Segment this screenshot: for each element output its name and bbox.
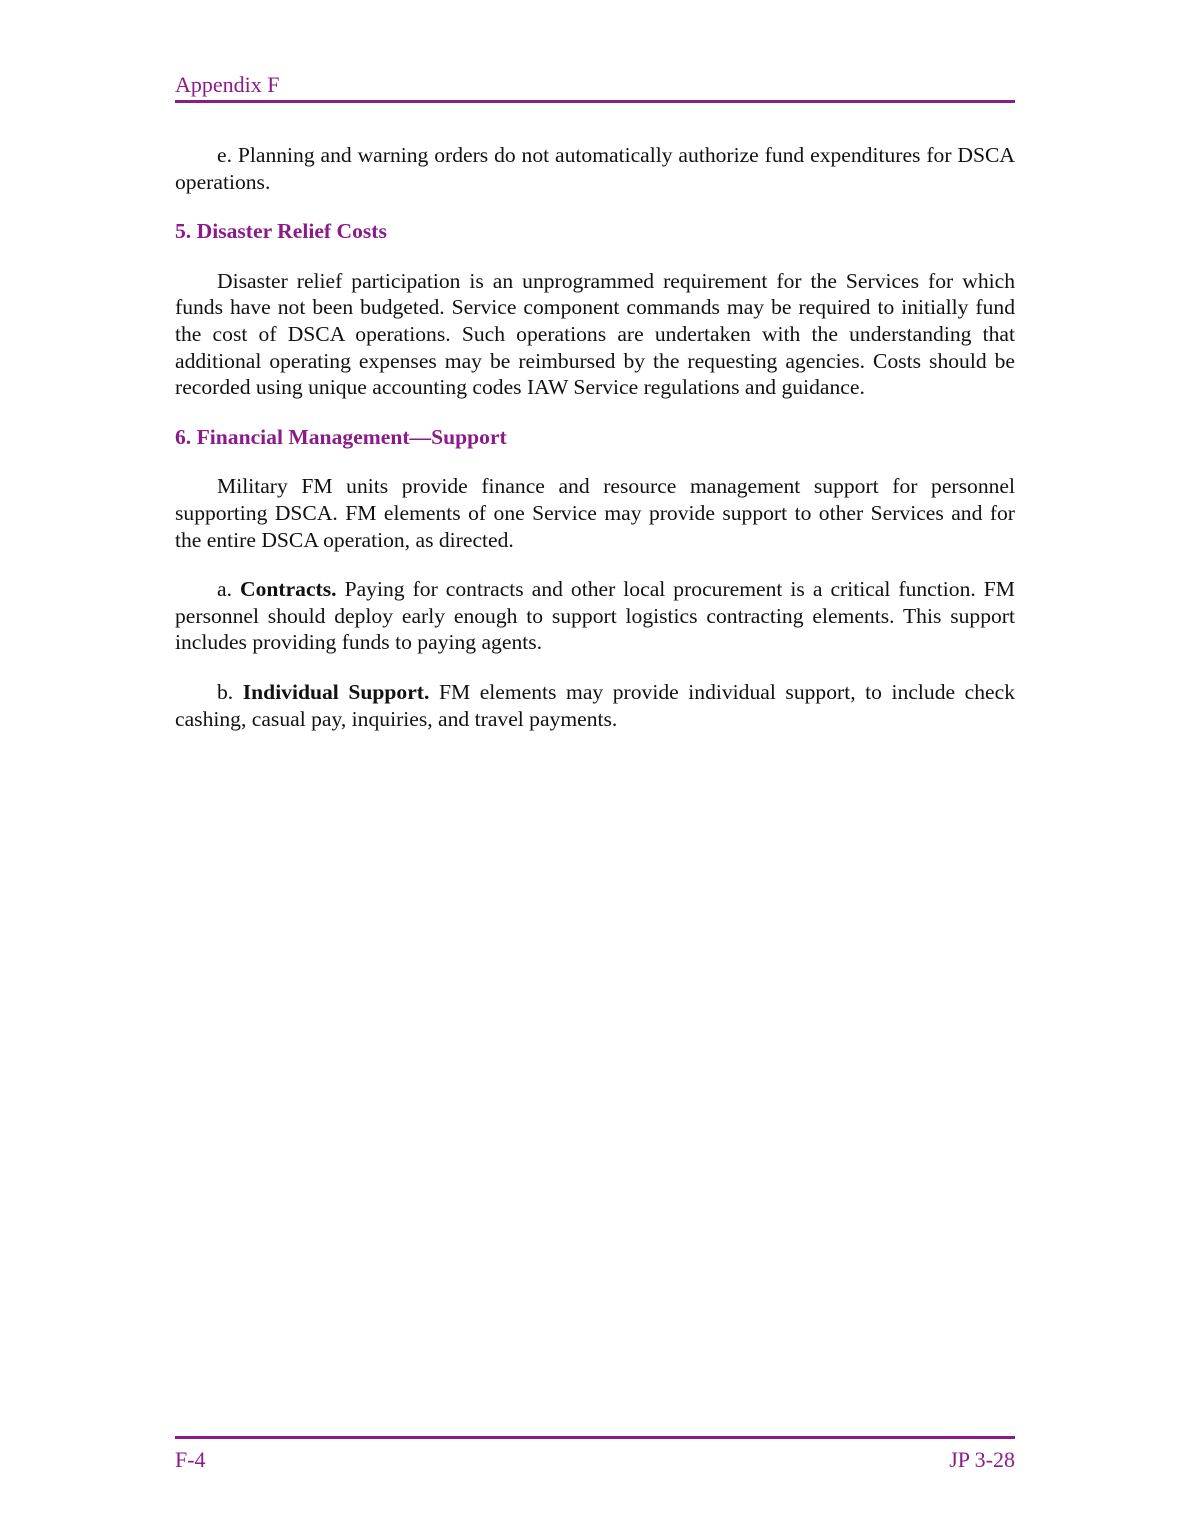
page-header bbox=[175, 70, 1015, 103]
section-6-paragraph: Military FM units provide finance and resource management support for personnel supporting DSCA. FM elements of one Service may provide support to other Services and for the entire DSCA operation, as directed. bbox=[175, 474, 1015, 552]
paragraph-b-title: Individual Support. bbox=[242, 679, 430, 704]
paragraph-a-contracts bbox=[175, 576, 1015, 656]
section-6-heading: 6. Financial Management—Support bbox=[175, 424, 507, 449]
header-title: Appendix F bbox=[175, 72, 280, 97]
page-footer bbox=[175, 1436, 1015, 1475]
document-body bbox=[175, 142, 1015, 732]
page-number: F-4 bbox=[175, 1447, 206, 1472]
paragraph-b-individual-support bbox=[175, 679, 1015, 732]
paragraph-b-prefix: b. bbox=[217, 679, 243, 704]
section-5-heading: 5. Disaster Relief Costs bbox=[175, 219, 387, 244]
paragraph-b-text: FM elements may provide individual support, to include check cashing, casual pay, inquiries, and travel payments. bbox=[175, 679, 1015, 731]
publication-id: JP 3-28 bbox=[949, 1447, 1015, 1472]
paragraph-a-text: Paying for contracts and other local procurement is a critical function. FM personnel should deploy early enough to support logistics contracting elements. This support includes providing funds to paying agents. bbox=[175, 577, 1015, 655]
paragraph-a-title: Contracts. bbox=[240, 577, 337, 602]
paragraph-a-prefix: a. bbox=[217, 577, 240, 602]
paragraph-e: e. Planning and warning orders do not automatically authorize fund expenditures for DSCA operations. bbox=[175, 143, 1015, 194]
section-5-paragraph: Disaster relief participation is an unprogrammed requirement for the Services for which funds have not been budgeted. Service component commands may be required to initially fund the cost of DSCA operations. Such operations are undertaken with the understanding that additional operating expenses may be reimbursed by the requesting agencies. Costs should be recorded using unique accounting codes IAW Service regulations and guidance. bbox=[175, 268, 1015, 400]
